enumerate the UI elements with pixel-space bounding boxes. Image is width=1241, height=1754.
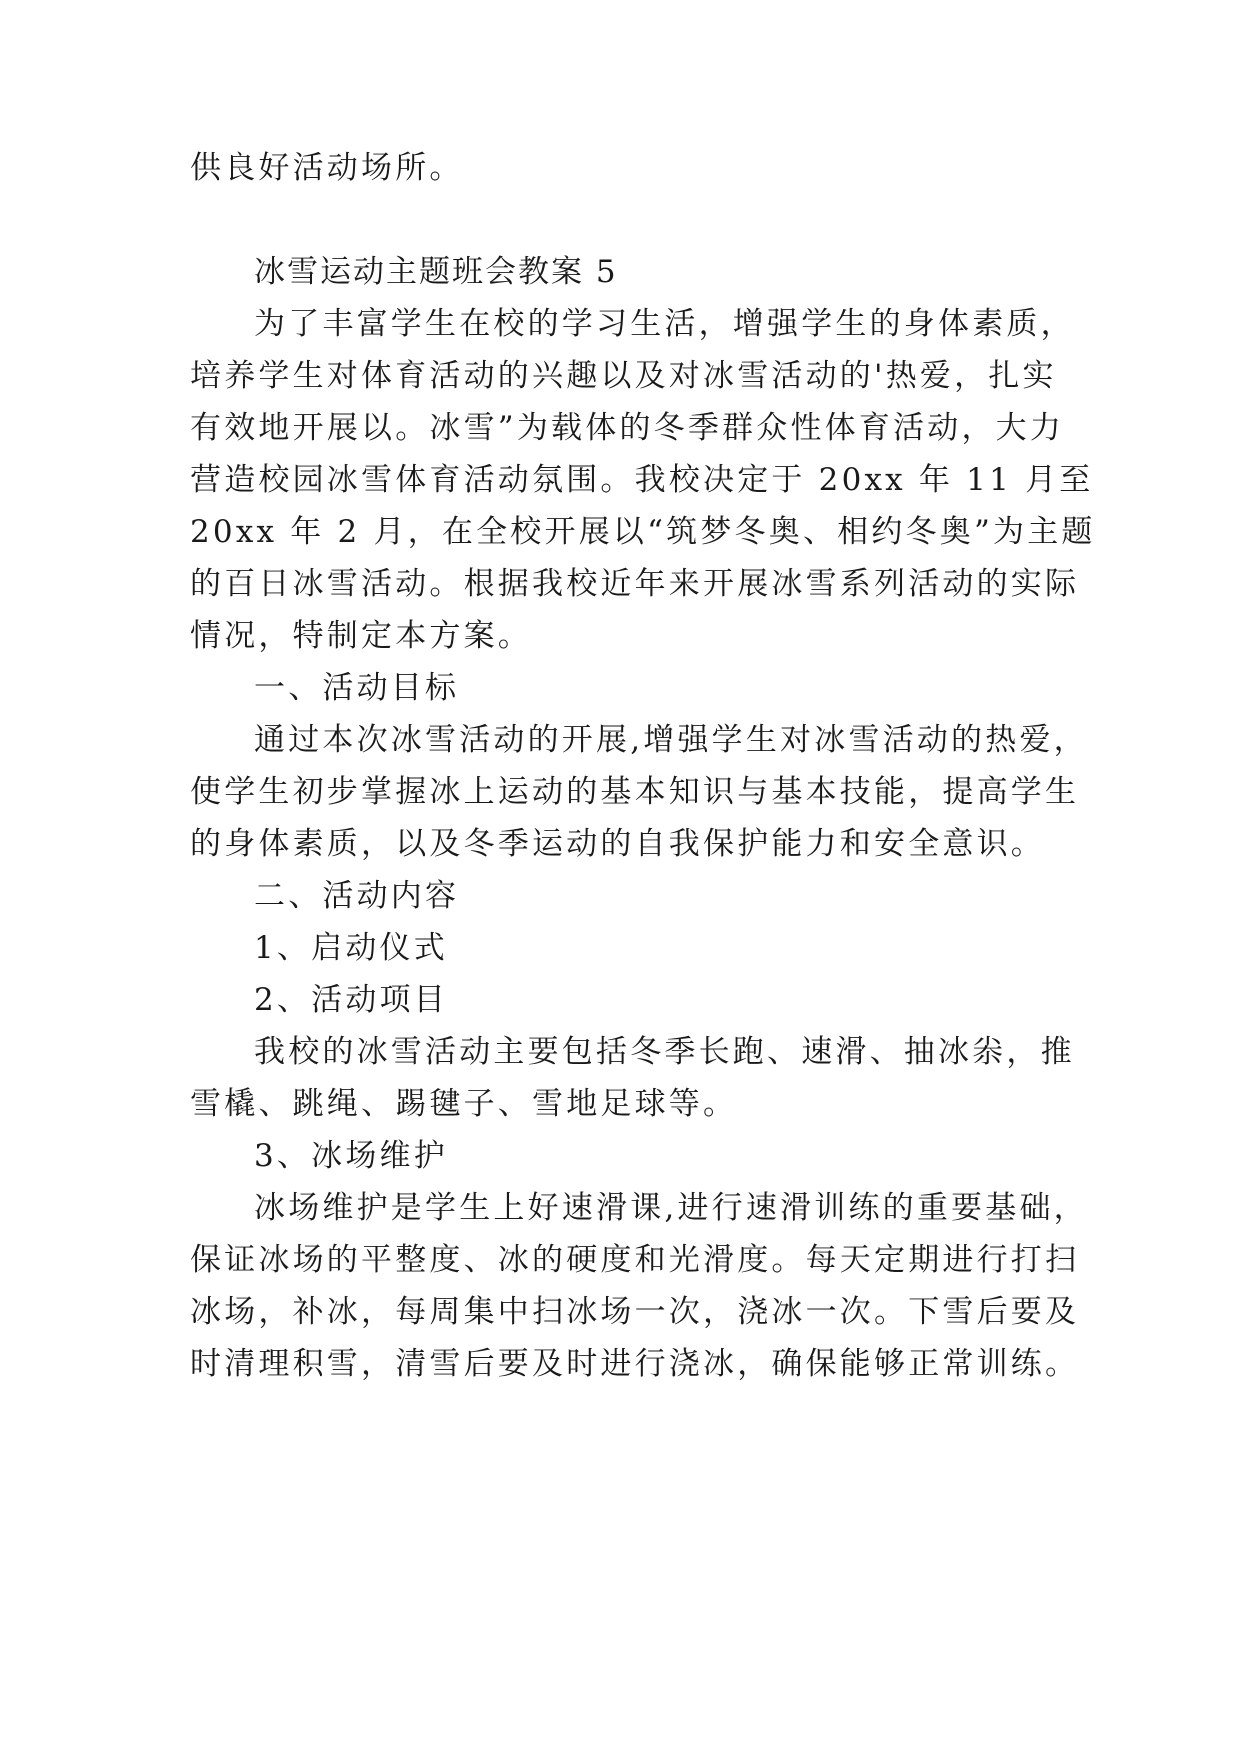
goal-line: 通过本次冰雪活动的开展,增强学生对冰雪活动的热爱， — [254, 722, 1088, 758]
section-title: 冰雪运动主题班会教案 5 — [254, 254, 618, 290]
intro-line: 培养学生对体育活动的兴趣以及对冰雪活动的'热爱，扎实 — [190, 358, 1057, 394]
carryover-line: 供良好活动场所。 — [190, 150, 464, 186]
heading-content: 二、活动内容 — [254, 878, 460, 914]
intro-line: 为了丰富学生在校的学习生活，增强学生的身体素质， — [254, 306, 1075, 342]
rink-line: 冰场维护是学生上好速滑课,进行速滑训练的重要基础， — [254, 1190, 1088, 1226]
item-launch-ceremony: 1、启动仪式 — [254, 930, 448, 966]
rink-line: 保证冰场的平整度、冰的硬度和光滑度。每天定期进行打扫 — [190, 1242, 1080, 1278]
goal-line: 的身体素质，以及冬季运动的自我保护能力和安全意识。 — [190, 826, 1045, 862]
intro-line: 营造校园冰雪体育活动氛围。我校决定于 20xx 年 11 月至 — [190, 462, 1094, 498]
item-rink-maintenance: 3、冰场维护 — [254, 1138, 448, 1174]
intro-line: 有效地开展以。冰雪”为载体的冬季群众性体育活动，大力 — [190, 410, 1065, 446]
intro-line: 20xx 年 2 月，在全校开展以“筑梦冬奥、相约冬奥”为主题 — [190, 514, 1096, 550]
intro-line: 情况，特制定本方案。 — [190, 618, 532, 654]
projects-line: 我校的冰雪活动主要包括冬季长跑、速滑、抽冰尜，推 — [254, 1034, 1075, 1070]
goal-line: 使学生初步掌握冰上运动的基本知识与基本技能，提高学生 — [190, 774, 1080, 810]
heading-goals: 一、活动目标 — [254, 670, 460, 706]
projects-line: 雪橇、跳绳、踢毽子、雪地足球等。 — [190, 1086, 738, 1122]
rink-line: 冰场，补冰，每周集中扫冰场一次，浇冰一次。下雪后要及 — [190, 1294, 1080, 1330]
item-activity-projects: 2、活动项目 — [254, 982, 448, 1018]
rink-line: 时清理积雪，清雪后要及时进行浇冰，确保能够正常训练。 — [190, 1346, 1080, 1382]
intro-line: 的百日冰雪活动。根据我校近年来开展冰雪系列活动的实际 — [190, 566, 1080, 602]
